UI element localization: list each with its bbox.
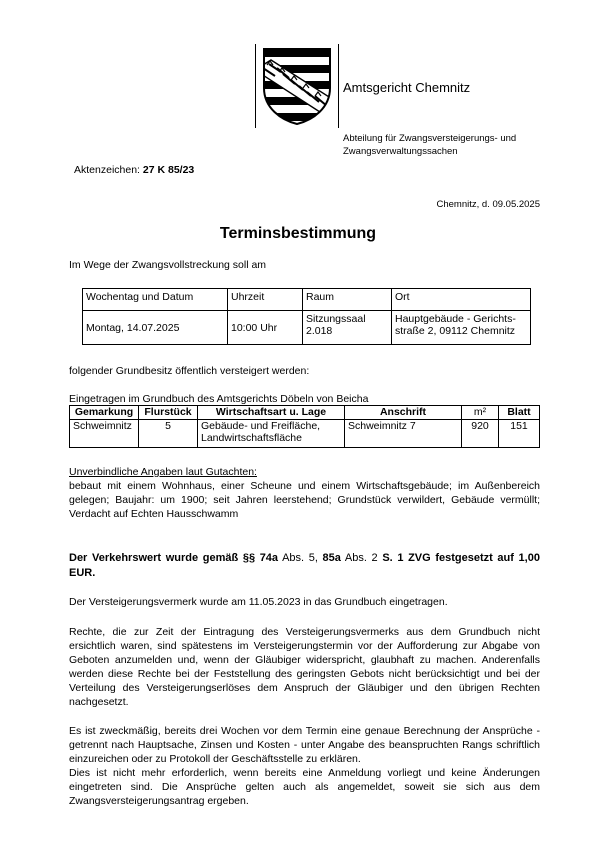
- grund-anschrift: Schweimnitz 7: [345, 420, 462, 448]
- department-line-1: Abteilung für Zwangsversteigerungs- und: [343, 133, 517, 144]
- grund-flurstueck: 5: [139, 420, 198, 448]
- paragraph-nicht-erforderlich: Dies ist nicht mehr erforderlich, wenn bereits eine Anmeldung vorliegt und keine Änderungen eingetreten sind. Die Ansprüche gelten auch als angemeldet, soweit sie sich aus dem Zwangsversteigerungsantrag ergeben.: [69, 767, 540, 807]
- grund-table-row: [70, 420, 540, 448]
- termin-date: Montag, 14.07.2025: [83, 311, 228, 345]
- grund-header-blatt: Blatt: [499, 406, 540, 420]
- grund-header-area: m²: [462, 406, 499, 420]
- gutachten-text: bebaut mit einem Wohnhaus, einer Scheune und einem Wirtschaftsgebäude; im Außenbereich gelegen; Baujahr: um 1900; seit Jahren leerstehend; Grundstück verwildert, Gebäude vermüllt; Verdacht auf Echten Hausschwamm: [69, 480, 540, 520]
- gutachten-heading: Unverbindliche Angaben laut Gutachten:: [69, 466, 257, 478]
- grund-wirtschaftsart: Gebäude- und Freifläche, Landwirtschaftsfläche: [198, 420, 345, 448]
- grund-header-anschrift: Anschrift: [345, 406, 462, 420]
- versteigerungsvermerk-text: Der Versteigerungsvermerk wurde am 11.05.2023 in das Grundbuch eingetragen.: [69, 596, 448, 608]
- court-name: Amtsgericht Chemnitz: [343, 80, 471, 95]
- file-reference: [74, 164, 194, 176]
- verkehrswert-part-3: 85a: [322, 552, 341, 564]
- grundbesitz-table: [69, 405, 540, 448]
- termin-room: Sitzungssaal 2.018: [303, 311, 392, 345]
- department-line-2: Zwangsverwaltungssachen: [343, 146, 458, 157]
- intro-text: Im Wege der Zwangsvollstreckung soll am: [69, 259, 267, 271]
- grund-header-wirtschaftsart: Wirtschaftsart u. Lage: [198, 406, 345, 420]
- verkehrswert-part-4: Abs. 2: [340, 552, 383, 564]
- file-reference-value: 27 K 85/23: [142, 164, 195, 176]
- document-title: Terminsbestimmung: [219, 225, 377, 242]
- grundbuch-caption: Eingetragen im Grundbuch des Amtsgerichts Döbeln von Beicha: [69, 393, 369, 405]
- termin-header-room: Raum: [303, 289, 392, 311]
- file-reference-label: Aktenzeichen:: [74, 164, 140, 176]
- header-rule-left: [255, 44, 256, 128]
- verkehrswert-part-5: S. 1 ZVG festgesetzt auf 1,00 EUR.: [69, 552, 540, 579]
- grund-header-gemarkung: Gemarkung: [70, 406, 139, 420]
- verkehrswert-part-1: Der Verkehrswert wurde gemäß §§ 74a: [69, 552, 279, 564]
- grund-header-flurstueck: Flurstück: [139, 406, 198, 420]
- header-rule-right: [338, 44, 339, 128]
- grund-table-header: [70, 406, 540, 420]
- termin-table: [82, 288, 531, 345]
- following-text: folgender Grundbesitz öffentlich versteigert werden:: [69, 365, 310, 377]
- termin-time: 10:00 Uhr: [228, 311, 303, 345]
- termin-place: Hauptgebäude - Gerichts-straße 2, 09112 Chemnitz: [392, 311, 531, 345]
- grund-blatt: 151: [499, 420, 540, 448]
- paragraph-zweckmaessig: Es ist zweckmäßig, bereits drei Wochen vor dem Termin eine genaue Berechnung der Ansprüche - getrennt nach Hauptsache, Zinsen und Kosten - unter Angabe des beanspruchten Rangs schriftlich einzureichen oder zu Protokoll der Geschäftsstelle zu erklären.: [69, 725, 540, 765]
- termin-header-time: Uhrzeit: [228, 289, 303, 311]
- coat-of-arms-logo: [261, 46, 333, 126]
- paragraph-rechte: Rechte, die zur Zeit der Eintragung des Versteigerungsvermerks aus dem Grundbuch nicht ersichtlich waren, sind spätestens im Versteigerungstermin vor der Aufforderung zur Abgabe von Geboten anzumelden und, wenn der Gläubiger widerspricht, glaubhaft zu machen. Anderenfalls werden diese Rechte bei der Feststellung des geringsten Gebots nicht berücksichtigt und bei der Verteilung des Versteigerungserlöses dem Anspruch der Gläubiger und den übrigen Rechten nachgesetzt.: [69, 626, 540, 708]
- termin-header-place: Ort: [392, 289, 531, 311]
- place-date: Chemnitz, d. 09.05.2025: [436, 199, 540, 210]
- verkehrswert-part-2: Abs. 5,: [278, 552, 323, 564]
- grund-area: 920: [462, 420, 499, 448]
- termin-header-date: Wochentag und Datum: [83, 289, 228, 311]
- verkehrswert-text: [69, 551, 540, 581]
- grund-gemarkung: Schweimnitz: [70, 420, 139, 448]
- termin-table-row: [83, 311, 531, 345]
- termin-table-header: [83, 289, 531, 311]
